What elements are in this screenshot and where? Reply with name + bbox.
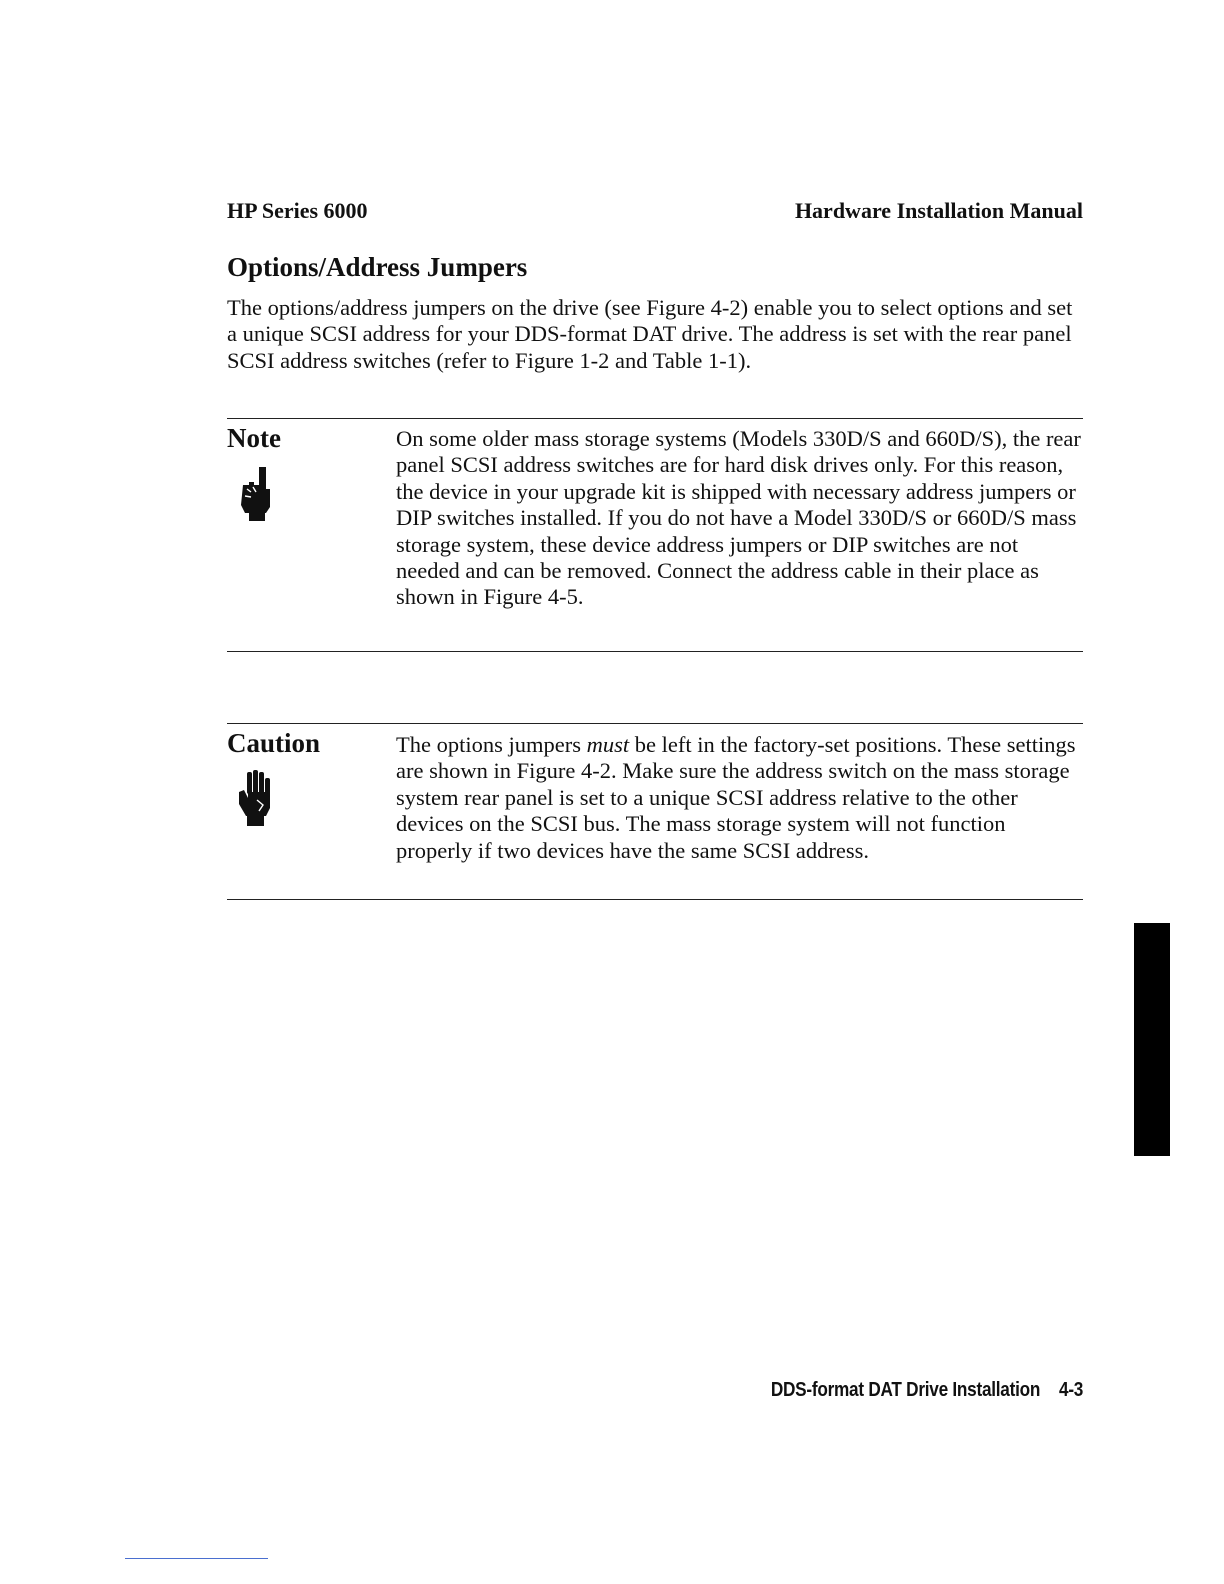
intro-paragraph: The options/address jumpers on the drive (see Figure 4-2) enable you to select options and set a unique SCSI address for your DDS-format DAT drive. The address is set with the rear panel SCSI address switches (refer to Figure 1-2 and Table 1-1). [227,295,1073,373]
section-title: Options/Address Jumpers [227,252,528,282]
caution-text-end: be left in the factory-set positions. These settings are shown in Figure 4-2. Make sure the address switch on the mass storage system rear panel is set to a unique SCSI address relative to the other devices on the SCSI bus. The mass storage system will not function properly if two devices have the same SCSI address. [396,732,1076,863]
footer-chapter-title: DDS-format DAT Drive Installation [770,1379,1040,1401]
caution-text [396,732,1086,864]
note-label: Note [227,423,281,453]
note-box [227,418,1083,652]
page-number: 4-3 [1058,1379,1083,1401]
caution-label: Caution [227,728,321,758]
header-manual-title: Hardware Installation Manual [794,198,1083,223]
bottom-rule [125,1558,268,1559]
chapter-edge-tab [1134,923,1170,1156]
header-series: HP Series 6000 [227,198,368,223]
caution-box [227,723,1083,900]
note-text: On some older mass storage systems (Models 330D/S and 660D/S), the rear panel SCSI address switches are for hard disk drives only. For this reason, the device in your upgrade kit is shipped with necessary address jumpers or DIP switches installed. If you do not have a Model 330D/S or 660D/S mass storage system, these device address jumpers or DIP switches are not needed and can be removed. Connect the address cable in their place as shown in Figure 4-5. [396,426,1081,610]
caution-emphasis: must [586,732,630,757]
pointing-hand-icon [235,465,275,525]
running-header [227,198,1083,224]
caution-text-start: The options jumpers [396,732,587,757]
raised-hand-icon [235,770,275,830]
page-footer [771,1379,1083,1402]
